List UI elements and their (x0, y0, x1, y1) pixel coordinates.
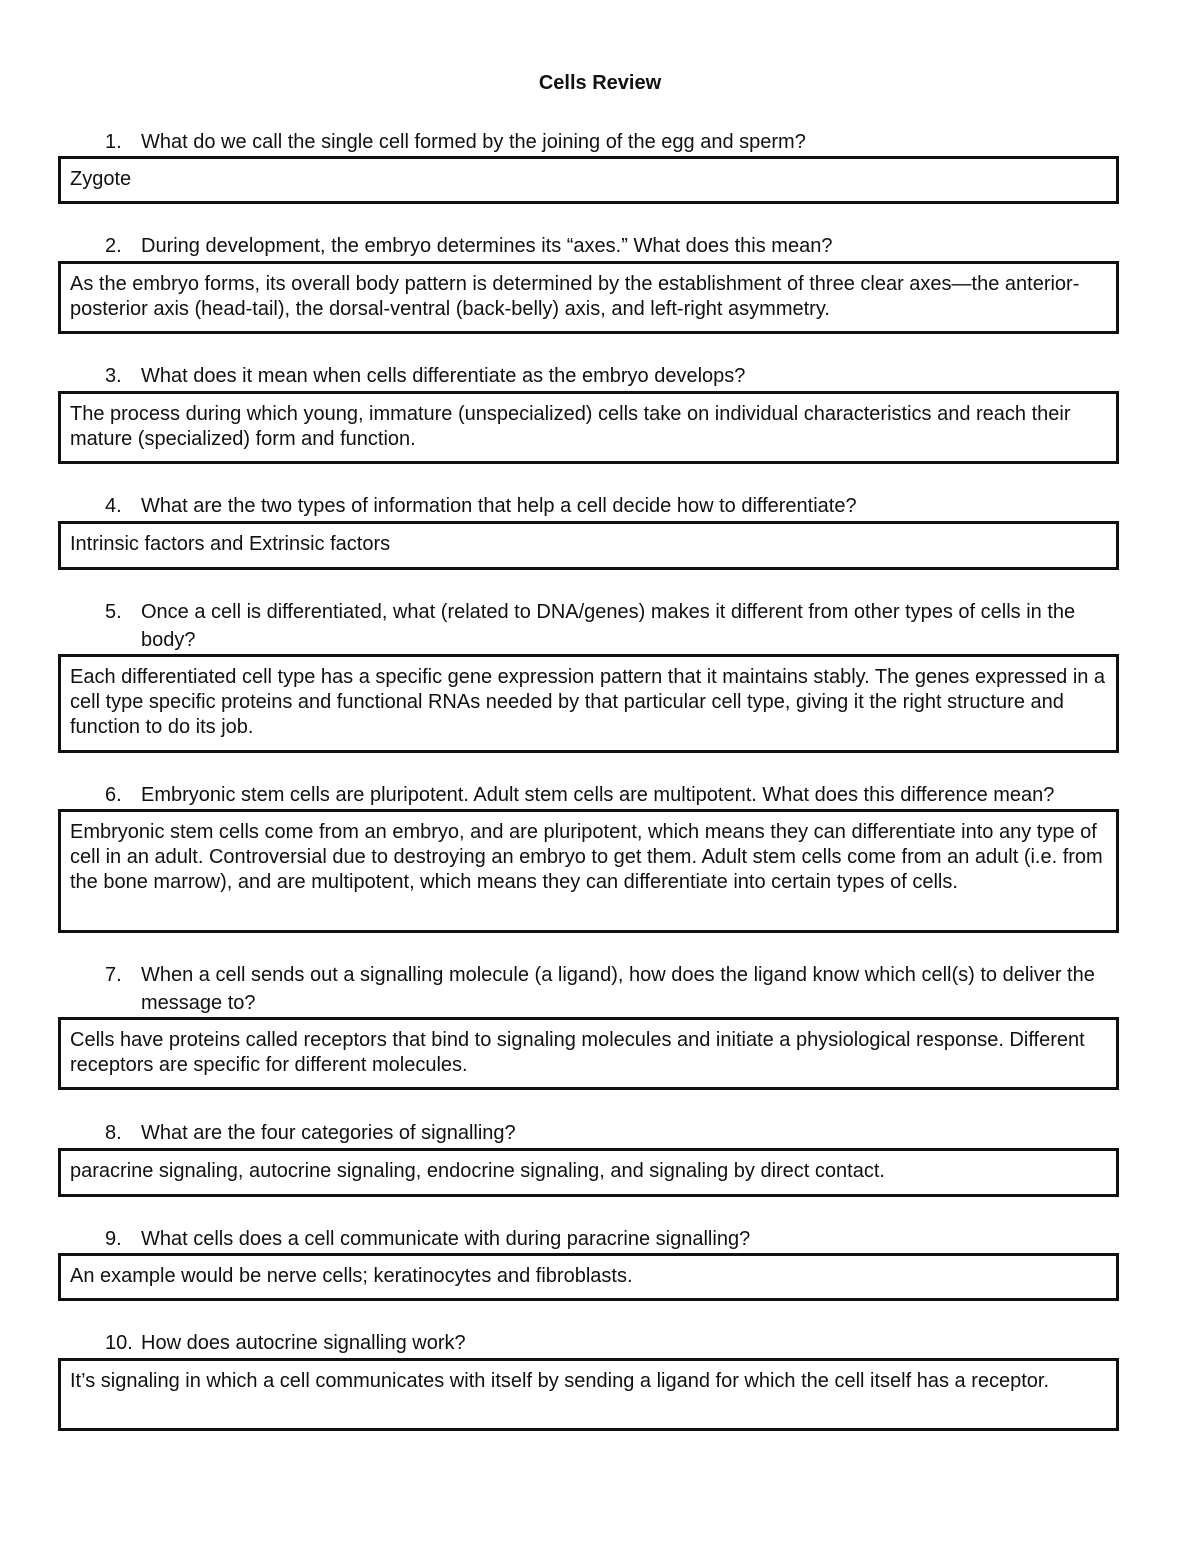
question-number: 5. (105, 601, 122, 623)
question-number: 10. (105, 1332, 133, 1354)
question-text: How does autocrine signalling work? (141, 1332, 466, 1354)
answer-box-4[interactable]: Intrinsic factors and Extrinsic factors (58, 521, 1119, 570)
question-number: 4. (105, 495, 122, 517)
question-7 (105, 961, 1135, 1017)
question-6 (105, 781, 1155, 809)
question-text: What do we call the single cell formed by the joining of the egg and sperm? (141, 131, 806, 153)
answer-box-8[interactable]: paracrine signaling, autocrine signaling, endocrine signaling, and signaling by direct contact. (58, 1148, 1119, 1197)
answer-box-3[interactable]: The process during which young, immature (unspecialized) cells take on individual characteristics and reach their mature (specialized) form and function. (58, 391, 1119, 464)
question-10 (105, 1329, 1135, 1357)
question-number: 9. (105, 1228, 122, 1250)
question-5 (105, 598, 1135, 654)
question-3 (105, 362, 1135, 390)
question-text: During development, the embryo determines its “axes.” What does this mean? (141, 235, 833, 257)
question-text: What are the four categories of signalling? (141, 1122, 516, 1144)
answer-box-6[interactable]: Embryonic stem cells come from an embryo, and are pluripotent, which means they can differentiate into any type of cell in an adult. Controversial due to destroying an embryo to get them. Adult stem cells come from an adult (i.e. from the bone marrow), and are multipotent, which means they can differentiate into certain types of cells. (58, 809, 1119, 933)
answer-box-1[interactable]: Zygote (58, 156, 1119, 204)
question-2 (105, 232, 1135, 260)
question-number: 6. (105, 784, 122, 806)
answer-box-2[interactable]: As the embryo forms, its overall body pattern is determined by the establishment of three clear axes—the anterior-posterior axis (head-tail), the dorsal-ventral (back-belly) axis, and left-right asymmetry. (58, 261, 1119, 334)
question-text: Embryonic stem cells are pluripotent. Adult stem cells are multipotent. What does this difference mean? (141, 784, 1055, 806)
answer-box-5[interactable]: Each differentiated cell type has a specific gene expression pattern that it maintains stably. The genes expressed in a cell type specific proteins and functional RNAs needed by that particular cell type, giving it the right structure and function to do its job. (58, 654, 1119, 753)
question-number: 1. (105, 131, 122, 153)
question-8 (105, 1119, 1135, 1147)
question-text: What are the two types of information that help a cell decide how to differentiate? (141, 495, 857, 517)
answer-box-10[interactable]: It’s signaling in which a cell communicates with itself by sending a ligand for which the cell itself has a receptor. (58, 1358, 1119, 1431)
question-text: What cells does a cell communicate with during paracrine signalling? (141, 1228, 751, 1250)
question-number: 2. (105, 235, 122, 257)
question-number: 7. (105, 964, 122, 986)
answer-box-9[interactable]: An example would be nerve cells; keratinocytes and fibroblasts. (58, 1253, 1119, 1301)
page-title: Cells Review (538, 72, 662, 94)
question-text: Once a cell is differentiated, what (related to DNA/genes) makes it different from other types of cells in the body? (141, 601, 1076, 651)
question-text: When a cell sends out a signalling molecule (a ligand), how does the ligand know which cell(s) to deliver the message to? (141, 964, 1095, 1014)
answer-box-7[interactable]: Cells have proteins called receptors that bind to signaling molecules and initiate a physiological response. Different receptors are specific for different molecules. (58, 1017, 1119, 1090)
question-number: 3. (105, 365, 122, 387)
question-text: What does it mean when cells differentiate as the embryo develops? (141, 365, 746, 387)
question-number: 8. (105, 1122, 122, 1144)
question-9 (105, 1225, 1135, 1253)
question-4 (105, 492, 1135, 520)
question-1 (105, 128, 1135, 156)
